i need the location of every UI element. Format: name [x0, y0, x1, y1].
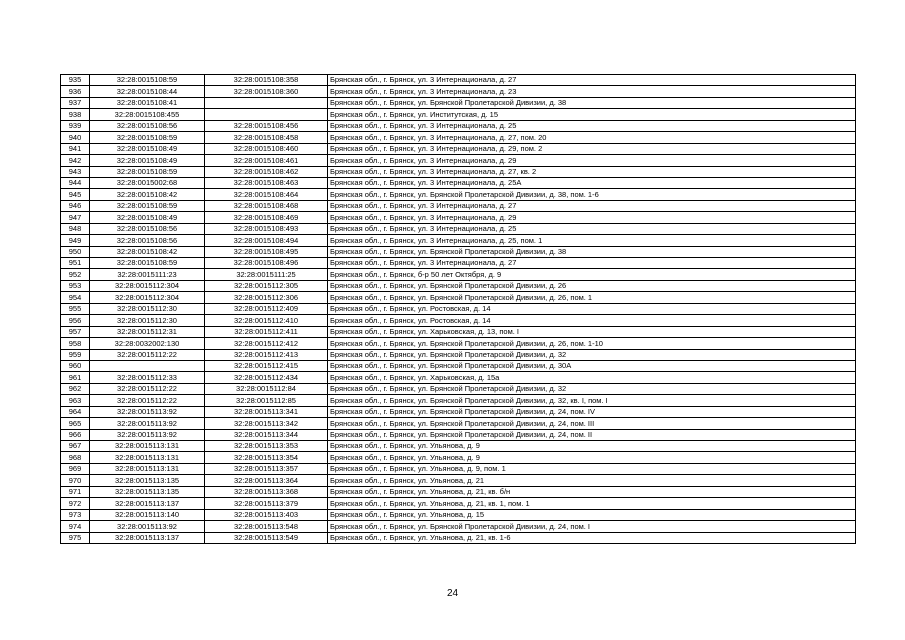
parcel-cadastral-number-cell: 32:28:0015112:31: [90, 326, 205, 337]
address-cell: Брянская обл., г. Брянск, ул. Брянской Пролетарской Дивизии, д. 26, пом. 1-10: [328, 338, 856, 349]
table-row: [61, 269, 856, 280]
table-row: [61, 223, 856, 234]
table-row: [61, 406, 856, 417]
row-number-cell: 939: [61, 120, 90, 131]
object-cadastral-number-cell: 32:28:0015112:84: [205, 383, 328, 394]
row-number-cell: 962: [61, 383, 90, 394]
parcel-cadastral-number-cell: 32:28:0015113:135: [90, 475, 205, 486]
object-cadastral-number-cell: 32:28:0015113:344: [205, 429, 328, 440]
parcel-cadastral-number-cell: 32:28:0015113:92: [90, 521, 205, 532]
table-row: [61, 292, 856, 303]
object-cadastral-number-cell: 32:28:0015108:468: [205, 200, 328, 211]
parcel-cadastral-number-cell: 32:28:0015112:30: [90, 303, 205, 314]
address-cell: Брянская обл., г. Брянск, ул. 3 Интернационала, д. 25, пом. 1: [328, 235, 856, 246]
table-row: [61, 338, 856, 349]
row-number-cell: 936: [61, 86, 90, 97]
parcel-cadastral-number-cell: 32:28:0015108:59: [90, 132, 205, 143]
table-row: [61, 532, 856, 543]
address-cell: Брянская обл., г. Брянск, ул. 3 Интернационала, д. 27: [328, 200, 856, 211]
row-number-cell: 952: [61, 269, 90, 280]
row-number-cell: 951: [61, 258, 90, 269]
object-cadastral-number-cell: 32:28:0015108:469: [205, 212, 328, 223]
address-cell: Брянская обл., г. Брянск, ул. 3 Интернационала, д. 27: [328, 258, 856, 269]
row-number-cell: 953: [61, 280, 90, 291]
row-number-cell: 955: [61, 303, 90, 314]
row-number-cell: 959: [61, 349, 90, 360]
row-number-cell: 944: [61, 177, 90, 188]
object-cadastral-number-cell: 32:28:0015108:464: [205, 189, 328, 200]
object-cadastral-number-cell: 32:28:0015113:549: [205, 532, 328, 543]
row-number-cell: 974: [61, 521, 90, 532]
address-cell: Брянская обл., г. Брянск, ул. 3 Интернационала, д. 29: [328, 155, 856, 166]
parcel-cadastral-number-cell: 32:28:0015113:92: [90, 406, 205, 417]
row-number-cell: 943: [61, 166, 90, 177]
row-number-cell: 963: [61, 395, 90, 406]
object-cadastral-number-cell: 32:28:0015112:410: [205, 315, 328, 326]
address-cell: Брянская обл., г. Брянск, ул. Ростовская, д. 14: [328, 303, 856, 314]
address-cell: Брянская обл., г. Брянск, ул. Брянской Пролетарской Дивизии, д. 24, пом. III: [328, 418, 856, 429]
table-row: [61, 452, 856, 463]
row-number-cell: 973: [61, 509, 90, 520]
object-cadastral-number-cell: 32:28:0015108:494: [205, 235, 328, 246]
table-row: [61, 372, 856, 383]
table-row: [61, 280, 856, 291]
address-cell: Брянская обл., г. Брянск, ул. 3 Интернационала, д. 25А: [328, 177, 856, 188]
parcel-cadastral-number-cell: 32:28:0015113:92: [90, 429, 205, 440]
row-number-cell: 972: [61, 498, 90, 509]
object-cadastral-number-cell: 32:28:0015108:463: [205, 177, 328, 188]
table-row: [61, 120, 856, 131]
address-cell: Брянская обл., г. Брянск, ул. Брянской Пролетарской Дивизии, д. 32, кв. I, пом. I: [328, 395, 856, 406]
table-row: [61, 395, 856, 406]
parcel-cadastral-number-cell: 32:28:0015108:59: [90, 166, 205, 177]
row-number-cell: 968: [61, 452, 90, 463]
parcel-cadastral-number-cell: 32:28:0015113:131: [90, 452, 205, 463]
parcel-cadastral-number-cell: 32:28:0015108:56: [90, 223, 205, 234]
table-row: [61, 521, 856, 532]
object-cadastral-number-cell: 32:28:0015113:403: [205, 509, 328, 520]
address-cell: Брянская обл., г. Брянск, ул. Институтская, д. 15: [328, 109, 856, 120]
object-cadastral-number-cell: 32:28:0015113:341: [205, 406, 328, 417]
object-cadastral-number-cell: 32:28:0015111:25: [205, 269, 328, 280]
row-number-cell: 945: [61, 189, 90, 200]
parcel-cadastral-number-cell: 32:28:0015108:59: [90, 75, 205, 86]
object-cadastral-number-cell: 32:28:0015108:495: [205, 246, 328, 257]
address-cell: Брянская обл., г. Брянск, ул. Брянской Пролетарской Дивизии, д. 26: [328, 280, 856, 291]
address-cell: Брянская обл., г. Брянск, ул. Брянской Пролетарской Дивизии, д. 38: [328, 246, 856, 257]
parcel-cadastral-number-cell: 32:28:0015113:131: [90, 463, 205, 474]
object-cadastral-number-cell: 32:28:0015112:415: [205, 360, 328, 371]
object-cadastral-number-cell: 32:28:0015113:368: [205, 486, 328, 497]
table-row: [61, 441, 856, 452]
object-cadastral-number-cell: [205, 109, 328, 120]
row-number-cell: 967: [61, 441, 90, 452]
object-cadastral-number-cell: 32:28:0015113:354: [205, 452, 328, 463]
object-cadastral-number-cell: 32:28:0015112:412: [205, 338, 328, 349]
table-row: [61, 383, 856, 394]
parcel-cadastral-number-cell: 32:28:0015002:68: [90, 177, 205, 188]
row-number-cell: 947: [61, 212, 90, 223]
address-cell: Брянская обл., г. Брянск, ул. Ульянова, д. 21, кв. 1-6: [328, 532, 856, 543]
object-cadastral-number-cell: 32:28:0015113:353: [205, 441, 328, 452]
row-number-cell: 946: [61, 200, 90, 211]
parcel-cadastral-number-cell: 32:28:0015112:304: [90, 280, 205, 291]
parcel-cadastral-number-cell: 32:28:0015108:49: [90, 212, 205, 223]
row-number-cell: 975: [61, 532, 90, 543]
table-row: [61, 509, 856, 520]
table-row: [61, 143, 856, 154]
parcel-cadastral-number-cell: 32:28:0015108:41: [90, 97, 205, 108]
parcel-cadastral-number-cell: 32:28:0015112:30: [90, 315, 205, 326]
row-number-cell: 964: [61, 406, 90, 417]
parcel-cadastral-number-cell: 32:28:0015113:137: [90, 532, 205, 543]
address-cell: Брянская обл., г. Брянск, ул. Харьковская, д. 13, пом. I: [328, 326, 856, 337]
object-cadastral-number-cell: 32:28:0015112:413: [205, 349, 328, 360]
parcel-cadastral-number-cell: 32:28:0015108:455: [90, 109, 205, 120]
address-cell: Брянская обл., г. Брянск, ул. Брянской Пролетарской Дивизии, д. 32: [328, 349, 856, 360]
address-cell: Брянская обл., г. Брянск, ул. 3 Интернационала, д. 27, пом. 20: [328, 132, 856, 143]
parcel-cadastral-number-cell: 32:28:0015112:22: [90, 349, 205, 360]
parcel-cadastral-number-cell: [90, 360, 205, 371]
table-row: [61, 303, 856, 314]
row-number-cell: 941: [61, 143, 90, 154]
row-number-cell: 954: [61, 292, 90, 303]
address-cell: Брянская обл., г. Брянск, ул. Брянской Пролетарской Дивизии, д. 30А: [328, 360, 856, 371]
parcel-cadastral-number-cell: 32:28:0015112:33: [90, 372, 205, 383]
address-cell: Брянская обл., г. Брянск, ул. Брянской Пролетарской Дивизии, д. 38, пом. 1-6: [328, 189, 856, 200]
table-body: [61, 75, 856, 544]
address-cell: Брянская обл., г. Брянск, ул. Брянской Пролетарской Дивизии, д. 26, пом. 1: [328, 292, 856, 303]
object-cadastral-number-cell: 32:28:0015113:342: [205, 418, 328, 429]
parcel-cadastral-number-cell: 32:28:0032002:130: [90, 338, 205, 349]
address-cell: Брянская обл., г. Брянск, ул. 3 Интернационала, д. 29, пом. 2: [328, 143, 856, 154]
table-row: [61, 246, 856, 257]
row-number-cell: 957: [61, 326, 90, 337]
table-row: [61, 212, 856, 223]
parcel-cadastral-number-cell: 32:28:0015113:92: [90, 418, 205, 429]
table-row: [61, 475, 856, 486]
parcel-cadastral-number-cell: 32:28:0015112:22: [90, 383, 205, 394]
row-number-cell: 965: [61, 418, 90, 429]
parcel-cadastral-number-cell: 32:28:0015112:304: [90, 292, 205, 303]
row-number-cell: 942: [61, 155, 90, 166]
row-number-cell: 937: [61, 97, 90, 108]
parcel-cadastral-number-cell: 32:28:0015108:49: [90, 143, 205, 154]
object-cadastral-number-cell: 32:28:0015112:306: [205, 292, 328, 303]
address-cell: Брянская обл., г. Брянск, ул. Ульянова, д. 21, кв. б/н: [328, 486, 856, 497]
row-number-cell: 950: [61, 246, 90, 257]
parcel-cadastral-number-cell: 32:28:0015113:135: [90, 486, 205, 497]
row-number-cell: 958: [61, 338, 90, 349]
object-cadastral-number-cell: 32:28:0015108:358: [205, 75, 328, 86]
parcel-cadastral-number-cell: 32:28:0015111:23: [90, 269, 205, 280]
table-row: [61, 326, 856, 337]
parcel-cadastral-number-cell: 32:28:0015108:59: [90, 258, 205, 269]
table-row: [61, 132, 856, 143]
address-cell: Брянская обл., г. Брянск, ул. 3 Интернационала, д. 29: [328, 212, 856, 223]
row-number-cell: 935: [61, 75, 90, 86]
object-cadastral-number-cell: 32:28:0015113:357: [205, 463, 328, 474]
object-cadastral-number-cell: 32:28:0015112:409: [205, 303, 328, 314]
table-row: [61, 463, 856, 474]
address-cell: Брянская обл., г. Брянск, ул. Ульянова, д. 21, кв. 1, пом. 1: [328, 498, 856, 509]
address-cell: Брянская обл., г. Брянск, ул. 3 Интернационала, д. 25: [328, 120, 856, 131]
row-number-cell: 961: [61, 372, 90, 383]
table-row: [61, 486, 856, 497]
table-row: [61, 315, 856, 326]
table-row: [61, 360, 856, 371]
row-number-cell: 969: [61, 463, 90, 474]
address-cell: Брянская обл., г. Брянск, ул. Брянской Пролетарской Дивизии, д. 24, пом. II: [328, 429, 856, 440]
address-cell: Брянская обл., г. Брянск, ул. Брянской Пролетарской Дивизии, д. 24, пом. IV: [328, 406, 856, 417]
address-cell: Брянская обл., г. Брянск, ул. Брянской Пролетарской Дивизии, д. 24, пом. I: [328, 521, 856, 532]
parcel-cadastral-number-cell: 32:28:0015108:56: [90, 235, 205, 246]
table-row: [61, 166, 856, 177]
table-row: [61, 177, 856, 188]
parcel-cadastral-number-cell: 32:28:0015112:22: [90, 395, 205, 406]
row-number-cell: 966: [61, 429, 90, 440]
table-row: [61, 109, 856, 120]
address-cell: Брянская обл., г. Брянск, б-р 50 лет Октября, д. 9: [328, 269, 856, 280]
table-row: [61, 189, 856, 200]
table-row: [61, 235, 856, 246]
row-number-cell: 949: [61, 235, 90, 246]
table-row: [61, 349, 856, 360]
address-cell: Брянская обл., г. Брянск, ул. Ульянова, д. 15: [328, 509, 856, 520]
table-row: [61, 258, 856, 269]
cadastral-table: [60, 74, 856, 544]
row-number-cell: 970: [61, 475, 90, 486]
object-cadastral-number-cell: 32:28:0015113:364: [205, 475, 328, 486]
address-cell: Брянская обл., г. Брянск, ул. 3 Интернационала, д. 27: [328, 75, 856, 86]
object-cadastral-number-cell: [205, 97, 328, 108]
table-row: [61, 97, 856, 108]
address-cell: Брянская обл., г. Брянск, ул. Брянской Пролетарской Дивизии, д. 32: [328, 383, 856, 394]
address-cell: Брянская обл., г. Брянск, ул. Харьковская, д. 15а: [328, 372, 856, 383]
object-cadastral-number-cell: 32:28:0015112:411: [205, 326, 328, 337]
row-number-cell: 940: [61, 132, 90, 143]
address-cell: Брянская обл., г. Брянск, ул. Ростовская, д. 14: [328, 315, 856, 326]
address-cell: Брянская обл., г. Брянск, ул. 3 Интернационала, д. 25: [328, 223, 856, 234]
row-number-cell: 960: [61, 360, 90, 371]
object-cadastral-number-cell: 32:28:0015108:458: [205, 132, 328, 143]
address-cell: Брянская обл., г. Брянск, ул. Ульянова, д. 9, пом. 1: [328, 463, 856, 474]
address-cell: Брянская обл., г. Брянск, ул. Брянской Пролетарской Дивизии, д. 38: [328, 97, 856, 108]
row-number-cell: 956: [61, 315, 90, 326]
page-number: 24: [446, 588, 459, 599]
parcel-cadastral-number-cell: 32:28:0015108:44: [90, 86, 205, 97]
table-row: [61, 418, 856, 429]
object-cadastral-number-cell: 32:28:0015112:85: [205, 395, 328, 406]
table-row: [61, 498, 856, 509]
object-cadastral-number-cell: 32:28:0015108:456: [205, 120, 328, 131]
table-row: [61, 86, 856, 97]
parcel-cadastral-number-cell: 32:28:0015113:137: [90, 498, 205, 509]
address-cell: Брянская обл., г. Брянск, ул. 3 Интернационала, д. 27, кв. 2: [328, 166, 856, 177]
parcel-cadastral-number-cell: 32:28:0015108:42: [90, 246, 205, 257]
parcel-cadastral-number-cell: 32:28:0015108:56: [90, 120, 205, 131]
parcel-cadastral-number-cell: 32:28:0015113:140: [90, 509, 205, 520]
object-cadastral-number-cell: 32:28:0015108:462: [205, 166, 328, 177]
row-number-cell: 971: [61, 486, 90, 497]
object-cadastral-number-cell: 32:28:0015108:360: [205, 86, 328, 97]
address-cell: Брянская обл., г. Брянск, ул. Ульянова, д. 9: [328, 452, 856, 463]
address-cell: Брянская обл., г. Брянск, ул. 3 Интернационала, д. 23: [328, 86, 856, 97]
object-cadastral-number-cell: 32:28:0015108:460: [205, 143, 328, 154]
object-cadastral-number-cell: 32:28:0015108:493: [205, 223, 328, 234]
object-cadastral-number-cell: 32:28:0015113:379: [205, 498, 328, 509]
object-cadastral-number-cell: 32:28:0015108:461: [205, 155, 328, 166]
object-cadastral-number-cell: 32:28:0015112:305: [205, 280, 328, 291]
object-cadastral-number-cell: 32:28:0015113:548: [205, 521, 328, 532]
object-cadastral-number-cell: 32:28:0015108:496: [205, 258, 328, 269]
row-number-cell: 938: [61, 109, 90, 120]
table-row: [61, 429, 856, 440]
table-row: [61, 200, 856, 211]
table-row: [61, 75, 856, 86]
parcel-cadastral-number-cell: 32:28:0015108:49: [90, 155, 205, 166]
address-cell: Брянская обл., г. Брянск, ул. Ульянова, д. 21: [328, 475, 856, 486]
row-number-cell: 948: [61, 223, 90, 234]
table-row: [61, 155, 856, 166]
parcel-cadastral-number-cell: 32:28:0015113:131: [90, 441, 205, 452]
parcel-cadastral-number-cell: 32:28:0015108:42: [90, 189, 205, 200]
address-cell: Брянская обл., г. Брянск, ул. Ульянова, д. 9: [328, 441, 856, 452]
parcel-cadastral-number-cell: 32:28:0015108:59: [90, 200, 205, 211]
object-cadastral-number-cell: 32:28:0015112:434: [205, 372, 328, 383]
